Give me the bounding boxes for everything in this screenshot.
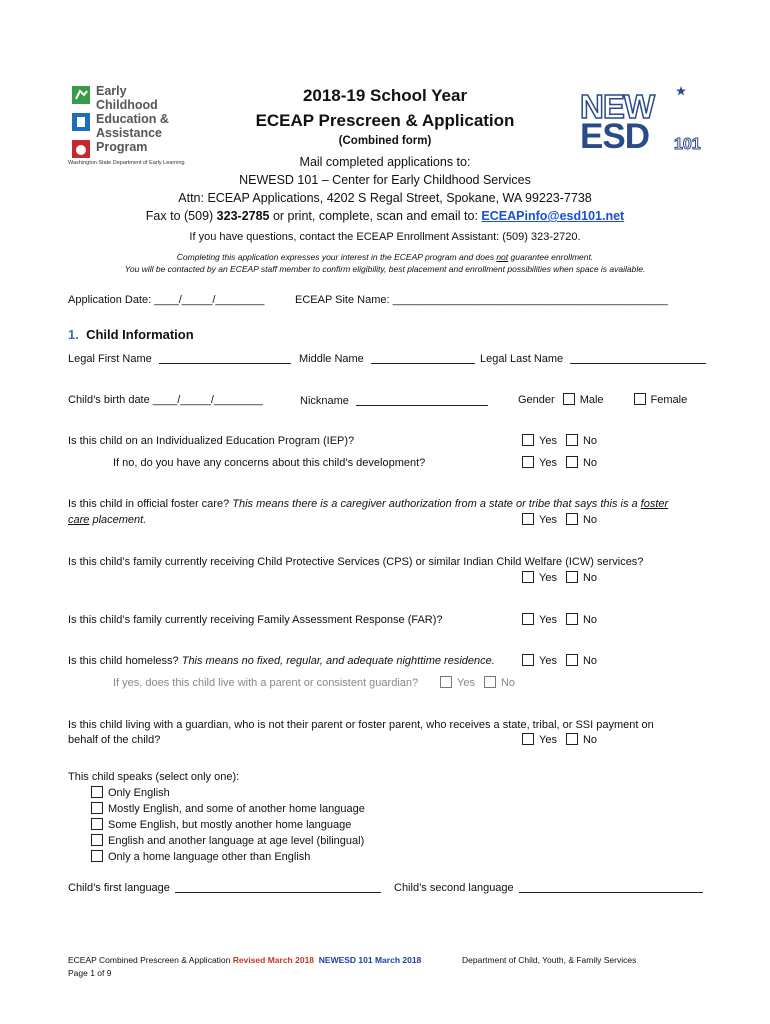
footer-left-text: ECEAP Combined Prescreen & Application — [68, 955, 233, 965]
fax-prefix: Fax to (509) — [145, 209, 217, 223]
legal-last-name-label: Legal Last Name — [480, 353, 564, 365]
cps-yes-label: Yes — [539, 572, 557, 584]
only-english-checkbox[interactable] — [91, 786, 103, 798]
foster-end: placement. — [89, 514, 147, 526]
far-yes-checkbox[interactable] — [522, 613, 534, 625]
iep-options — [522, 434, 606, 447]
foster-yes-label: Yes — [539, 514, 557, 526]
mail-line-1: Mail completed applications to: — [299, 155, 471, 169]
section-number: 1. — [68, 327, 79, 342]
homeless-no-label: No — [582, 655, 598, 667]
logo-line-assistance: Assistance — [96, 126, 163, 140]
footer-page-number: Page 1 of 9 — [68, 968, 112, 978]
guardian-payment-options — [522, 733, 606, 746]
section-heading — [68, 327, 194, 342]
guardian-payment-question-2: behalf of the child? — [68, 734, 161, 746]
fax-number: 323-2785 — [216, 209, 270, 223]
iep-yes-label: Yes — [539, 435, 557, 447]
male-checkbox[interactable] — [563, 393, 575, 405]
iep-yes-checkbox[interactable] — [522, 434, 534, 446]
cps-question: Is this child’s family currently receiving Child Protective Services (CPS) or similar Indian Child Welfare (ICW) services? — [68, 556, 644, 568]
guardian-followup-question: If yes, does this child live with a parent or consistent guardian? — [113, 677, 419, 689]
followup-yes-label: Yes — [457, 677, 475, 689]
development-no-checkbox[interactable] — [566, 456, 578, 468]
logo-line-education: Education & — [96, 112, 169, 126]
mostly-english-label: Mostly English, and some of another home language — [108, 803, 365, 815]
birth-date-field[interactable]: Child’s birth date ____/_____/________ — [68, 394, 263, 406]
followup-yes-checkbox[interactable] — [440, 676, 452, 688]
foster-no-label: No — [582, 514, 598, 526]
guardian-followup-options — [440, 676, 524, 689]
first-language-input[interactable] — [175, 881, 381, 893]
first-language-row — [68, 881, 381, 894]
mostly-english-checkbox[interactable] — [91, 802, 103, 814]
logo-line-childhood: Childhood — [96, 98, 158, 112]
cps-yes-checkbox[interactable] — [522, 571, 534, 583]
legal-first-name-input[interactable] — [159, 352, 291, 364]
male-label: Male — [579, 394, 604, 406]
enrollment-note-1 — [0, 252, 770, 262]
female-label: Female — [650, 394, 688, 406]
foster-underlined-2: care — [68, 514, 90, 526]
mail-line-2: NEWESD 101 – Center for Early Childhood Services — [239, 173, 531, 187]
language-option-3 — [91, 818, 351, 831]
note1-post: guarantee enrollment. — [508, 252, 594, 262]
nickname-row — [300, 394, 488, 407]
foster-options — [522, 513, 606, 526]
guardian-payment-no-checkbox[interactable] — [566, 733, 578, 745]
second-language-row — [394, 881, 703, 894]
fax-middle: or print, complete, scan and email to: — [269, 209, 482, 223]
only-english-label: Only English — [108, 787, 170, 799]
followup-no-checkbox[interactable] — [484, 676, 496, 688]
legal-first-name-label: Legal First Name — [68, 353, 152, 365]
followup-no-label: No — [500, 677, 516, 689]
legal-last-name-input[interactable] — [570, 352, 706, 364]
middle-name-input[interactable] — [371, 352, 475, 364]
development-options — [522, 456, 606, 469]
development-yes-label: Yes — [539, 457, 557, 469]
language-option-1 — [91, 786, 170, 799]
far-no-checkbox[interactable] — [566, 613, 578, 625]
logo-line-program: Program — [96, 140, 148, 154]
cps-options — [522, 571, 606, 584]
bilingual-checkbox[interactable] — [91, 834, 103, 846]
newesd-logo-esd: ESD — [580, 117, 649, 156]
homeless-no-checkbox[interactable] — [566, 654, 578, 666]
foster-yes-checkbox[interactable] — [522, 513, 534, 525]
email-link[interactable]: ECEAPinfo@esd101.net — [481, 209, 625, 223]
home-language-only-checkbox[interactable] — [91, 850, 103, 862]
logo-line-early: Early — [96, 84, 127, 98]
foster-question-line-1 — [68, 498, 668, 510]
nickname-label: Nickname — [300, 395, 349, 407]
homeless-question — [68, 655, 495, 667]
language-option-5 — [91, 850, 310, 863]
homeless-yes-checkbox[interactable] — [522, 654, 534, 666]
footer-newesd: NEWESD 101 March 2018 — [318, 955, 422, 965]
some-english-checkbox[interactable] — [91, 818, 103, 830]
site-name-field[interactable]: ECEAP Site Name: _____________________________________________ — [295, 294, 668, 306]
application-date-field[interactable]: Application Date: ____/_____/________ — [68, 294, 265, 306]
foster-italic: This means there is a caregiver authorization from a state or tribe that says this is a — [232, 498, 641, 510]
note1-pre: Completing this application expresses your interest in the ECEAP program and does — [176, 252, 497, 262]
gender-row — [518, 393, 696, 406]
bilingual-label: English and another language at age level (bilingual) — [108, 835, 365, 847]
foster-underlined-1: foster — [640, 498, 669, 510]
nickname-input[interactable] — [356, 394, 488, 406]
far-options — [522, 613, 606, 626]
language-option-2 — [91, 802, 365, 815]
some-english-label: Some English, but mostly another home language — [108, 819, 352, 831]
cps-no-checkbox[interactable] — [566, 571, 578, 583]
far-question: Is this child’s family currently receiving Family Assessment Response (FAR)? — [68, 614, 443, 626]
legal-last-name-row — [480, 352, 706, 365]
far-no-label: No — [582, 614, 598, 626]
far-yes-label: Yes — [539, 614, 557, 626]
foster-no-checkbox[interactable] — [566, 513, 578, 525]
newesd-logo-101: 101 — [674, 136, 701, 153]
language-option-4 — [91, 834, 364, 847]
footer-department: Department of Child, Youth, & Family Services — [462, 955, 637, 965]
iep-question: Is this child on an Individualized Education Program (IEP)? — [68, 435, 355, 447]
foster-question-line-2 — [68, 514, 146, 526]
language-prompt: This child speaks (select only one): — [68, 771, 240, 783]
mail-line-3: Attn: ECEAP Applications, 4202 S Regal Street, Spokane, WA 99223-7738 — [178, 191, 592, 205]
first-language-label: Child’s first language — [68, 882, 170, 894]
homeless-plain: Is this child homeless? — [68, 655, 182, 667]
development-no-label: No — [582, 457, 598, 469]
development-question: If no, do you have any concerns about this child’s development? — [113, 457, 426, 469]
iep-no-checkbox[interactable] — [566, 434, 578, 446]
home-language-only-label: Only a home language other than English — [108, 851, 311, 863]
form-title: ECEAP Prescreen & Application — [255, 111, 515, 130]
guardian-payment-no-label: No — [582, 734, 598, 746]
note1-not: not — [496, 252, 509, 262]
school-year-heading: 2018-19 School Year — [302, 86, 468, 105]
gender-label: Gender — [518, 394, 555, 406]
second-language-input[interactable] — [519, 881, 703, 893]
middle-name-row — [299, 352, 475, 365]
questions-contact: If you have questions, contact the ECEAP Enrollment Assistant: (509) 323-2720. — [189, 231, 581, 243]
middle-name-label: Middle Name — [299, 353, 364, 365]
homeless-yes-label: Yes — [539, 655, 557, 667]
cps-no-label: No — [582, 572, 598, 584]
guardian-payment-question-1: Is this child living with a guardian, who is not their parent or foster parent, who receives a state, tribal, or SSI payment on — [68, 719, 654, 731]
enrollment-note-2: You will be contacted by an ECEAP staff member to confirm eligibility, best placement and enrollment possibilities when space is available. — [124, 264, 646, 274]
logo-tagline: Washington State Department of Early Learning — [68, 160, 185, 166]
newesd-logo-new: NEW — [580, 88, 654, 125]
footer-revision — [68, 955, 421, 965]
second-language-label: Child’s second language — [394, 882, 514, 894]
guardian-payment-yes-label: Yes — [539, 734, 557, 746]
foster-plain: Is this child in official foster care? — [68, 498, 233, 510]
female-checkbox[interactable] — [634, 393, 646, 405]
footer-revised: Revised March 2018 — [232, 955, 315, 965]
development-yes-checkbox[interactable] — [522, 456, 534, 468]
form-subtitle: (Combined form) — [338, 135, 432, 147]
homeless-italic: This means no fixed, regular, and adequate nighttime residence. — [181, 655, 495, 667]
legal-first-name-row — [68, 352, 291, 365]
guardian-payment-yes-checkbox[interactable] — [522, 733, 534, 745]
fax-email-line — [0, 209, 770, 223]
iep-no-label: No — [582, 435, 598, 447]
section-title: Child Information — [86, 327, 194, 342]
homeless-options — [522, 654, 606, 667]
